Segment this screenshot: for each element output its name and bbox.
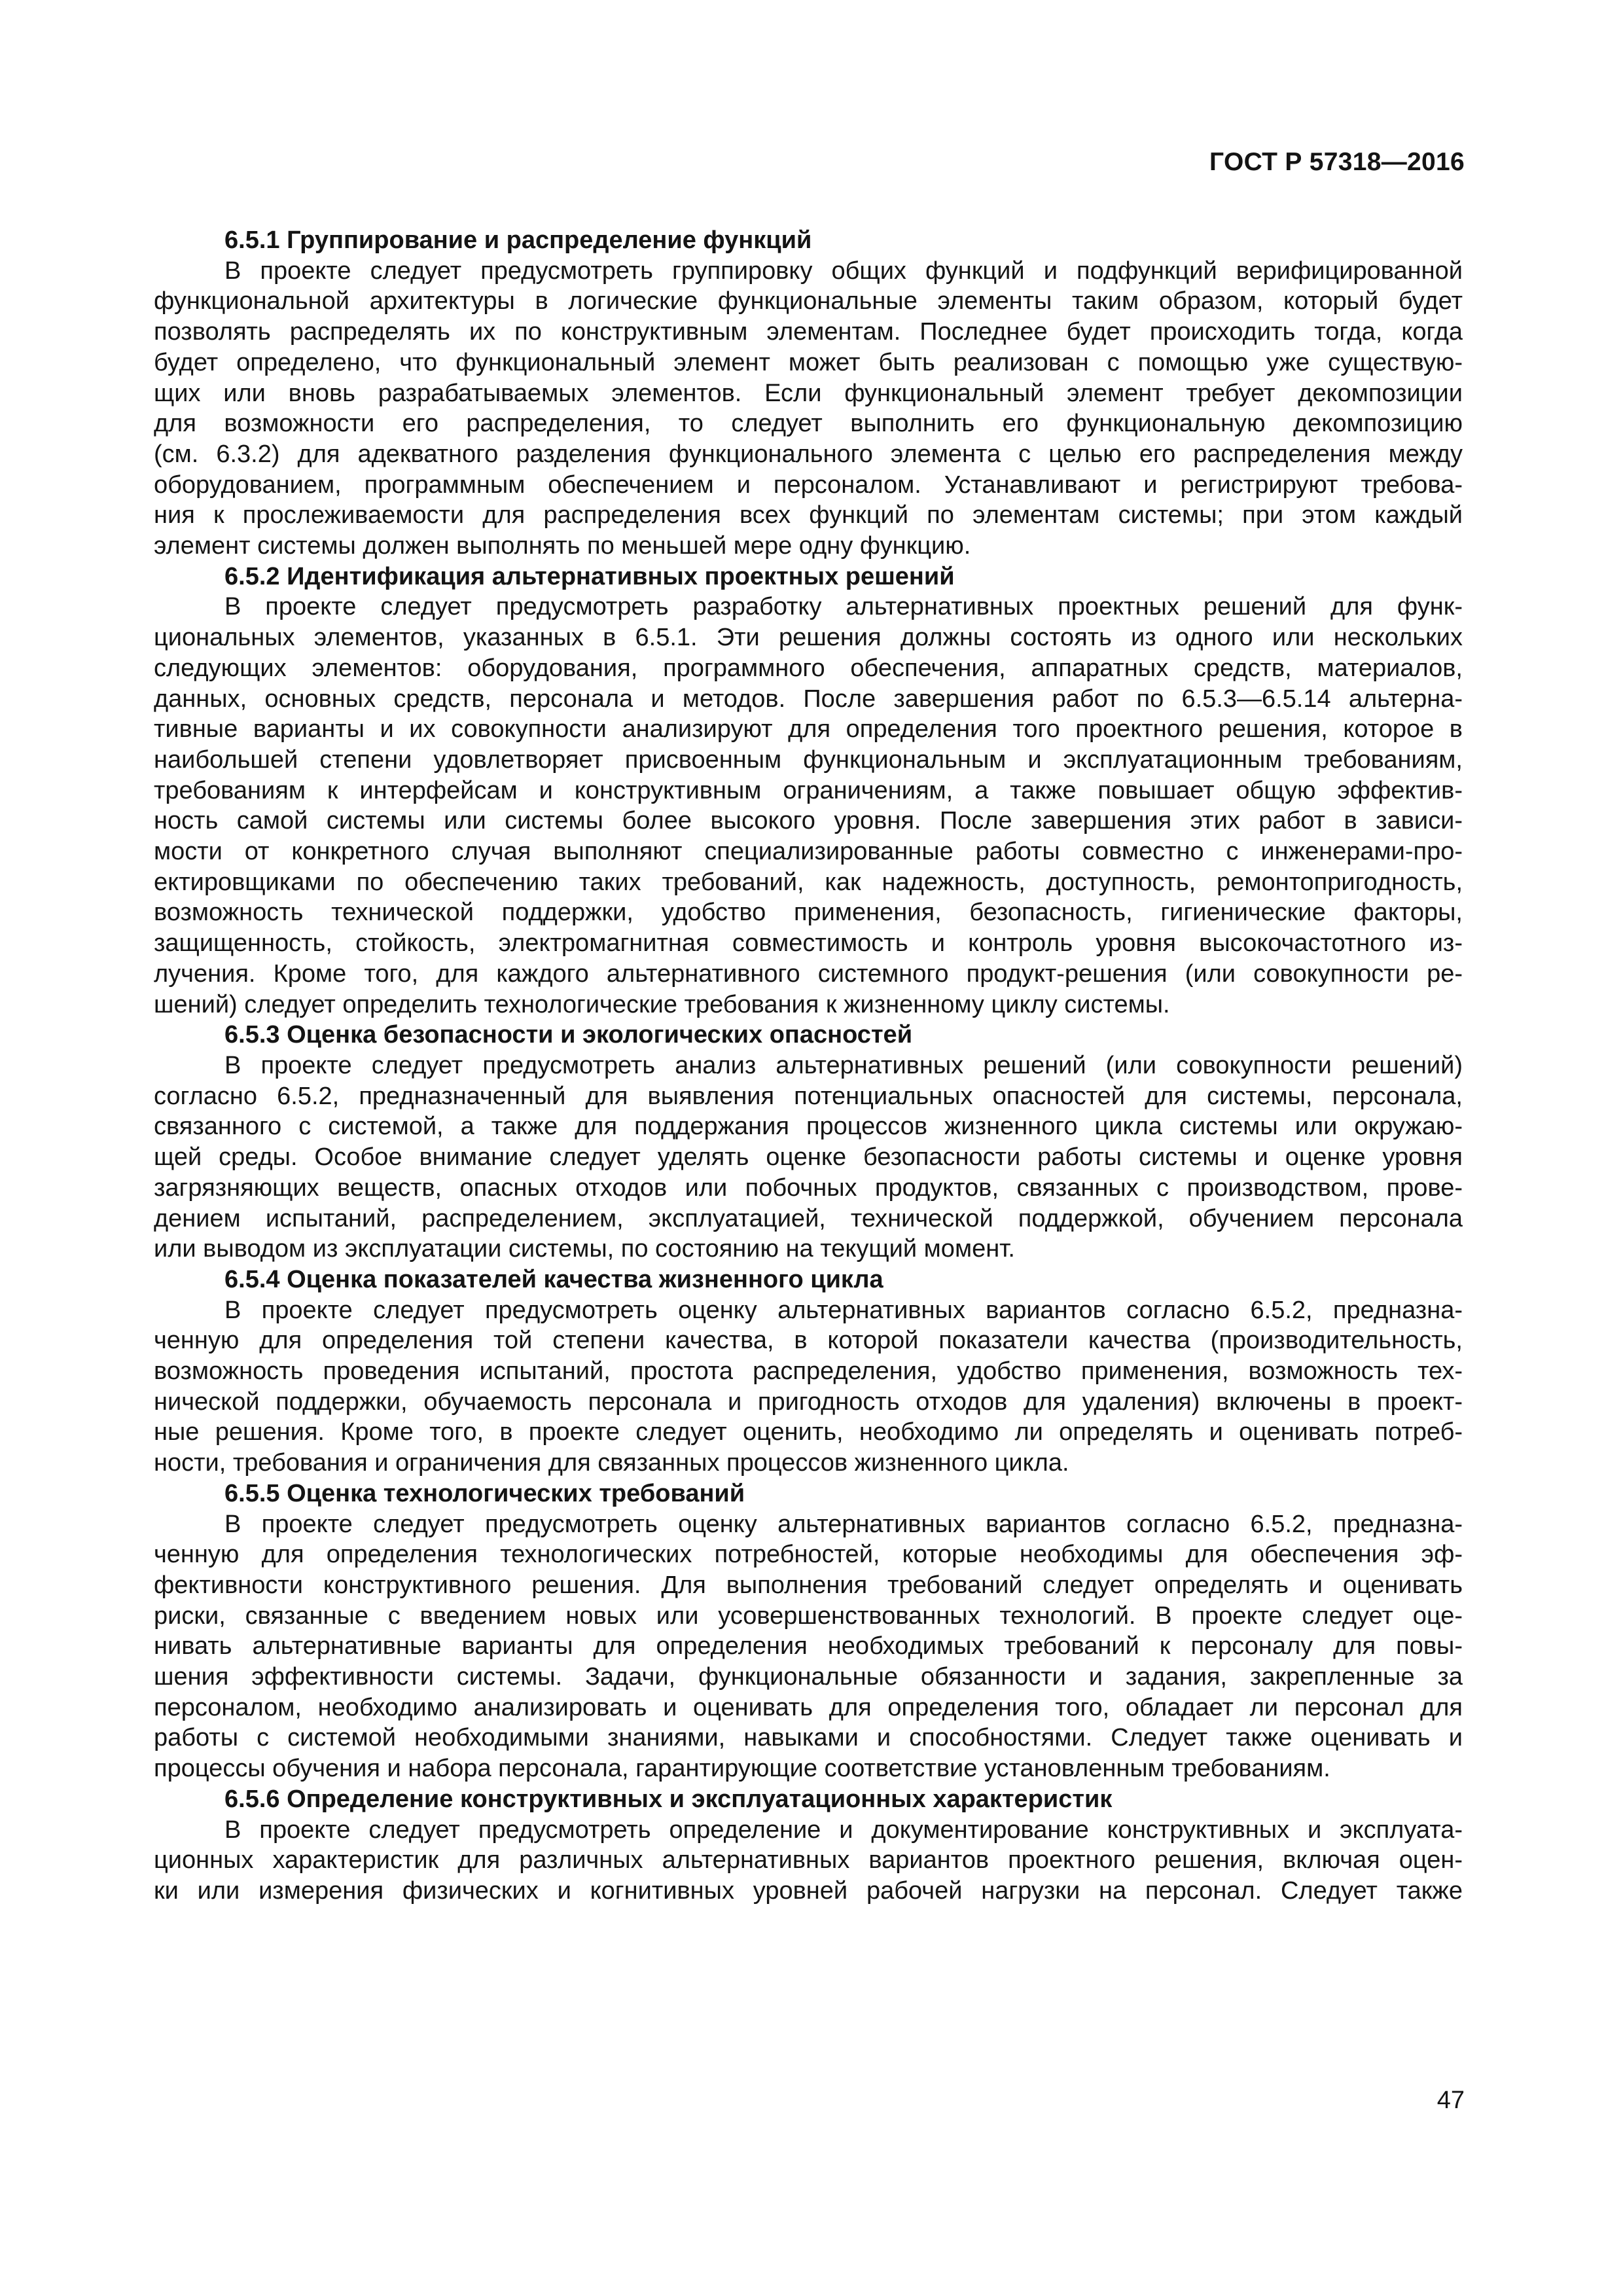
text-line: защищенность, стойкость, электромагнитная совместимость и контроль уровня высокочастотного из- — [154, 929, 1463, 958]
text-line: ектировщиками по обеспечению таких требований, как надежность, доступность, ремонтопригодность, — [154, 868, 1463, 896]
section-heading: 6.5.2 Идентификация альтернативных проектных решений — [224, 562, 955, 590]
text-line: дением испытаний, распределением, эксплуатацией, технической поддержкой, обучением персонала — [154, 1204, 1463, 1232]
section — [154, 1784, 1463, 1907]
section-heading: 6.5.5 Оценка технологических требований — [224, 1479, 745, 1507]
section — [154, 1479, 1463, 1784]
text-line: щей среды. Особое внимание следует уделять оценке безопасности работы системы и оценке уровня — [154, 1143, 1463, 1172]
text-line: шения эффективности системы. Задачи, функциональные обязанности и задания, закрепленные за — [154, 1663, 1463, 1691]
text-line: функциональной архитектуры в логические функциональные элементы таким образом, который будет — [154, 287, 1463, 315]
text-line: ченную для определения той степени качества, в которой показатели качества (производительность, — [154, 1327, 1463, 1355]
text-line: (см. 6.3.2) для адекватного разделения функционального элемента с целью его распределения между — [154, 440, 1463, 468]
text-line: загрязняющих веществ, опасных отходов или побочных продуктов, связанных с производством, прове- — [154, 1174, 1463, 1202]
text-line: щих или вновь разрабатываемых элементов. Если функциональный элемент требует декомпозиции — [154, 379, 1463, 407]
text-line: связанного с системой, а также для поддержания процессов жизненного цикла системы или окружаю- — [154, 1113, 1463, 1141]
section-paragraph — [154, 1509, 1463, 1784]
section-paragraph — [154, 1815, 1463, 1907]
text-line: риски, связанные с введением новых или усовершенствованных технологий. В проекте следует оце- — [154, 1602, 1463, 1630]
text-line: мости от конкретного случая выполняют специализированные работы совместно с инженерами-про- — [154, 838, 1463, 866]
text-line: циональных элементов, указанных в 6.5.1. Эти решения должны состоять из одного или нескольких — [154, 624, 1463, 652]
text-line: персоналом, необходимо анализировать и оценивать для определения того, обладает ли персонал для — [154, 1693, 1463, 1721]
text-line: шений) следует определить технологические требования к жизненному циклу системы. — [154, 990, 1170, 1018]
text-line: процессы обучения и набора персонала, гарантирующие соответствие установленным требованиям. — [154, 1755, 1330, 1783]
section-heading: 6.5.4 Оценка показателей качества жизненного цикла — [224, 1265, 883, 1293]
text-line: согласно 6.5.2, предназначенный для выявления потенциальных опасностей для системы, персонала, — [154, 1082, 1463, 1110]
text-line: нивать альтернативные варианты для определения необходимых требований к персоналу для повы- — [154, 1632, 1463, 1660]
section-paragraph — [154, 256, 1463, 562]
text-line: возможность проведения испытаний, простота распределения, удобство применения, возможность тех- — [154, 1357, 1463, 1386]
section — [154, 562, 1463, 1020]
text-line: ности, требования и ограничения для связанных процессов жизненного цикла. — [154, 1449, 1069, 1477]
text-line: ки или измерения физических и когнитивных уровней рабочей нагрузки на персонал. Следует также — [154, 1876, 1463, 1905]
text-line: В проекте следует предусмотреть анализ альтернативных решений (или совокупности решений) — [224, 1051, 1463, 1079]
text-line: будет определено, что функциональный элемент может быть реализован с помощью уже существую- — [154, 348, 1463, 376]
section — [154, 1265, 1463, 1479]
text-line: лучения. Кроме того, для каждого альтернативного системного продукт-решения (или совокупности ре- — [154, 960, 1463, 988]
text-line: позволять распределять их по конструктивным элементам. Последнее будет происходить тогда, когда — [154, 318, 1463, 346]
section-heading: 6.5.3 Оценка безопасности и экологических опасностей — [224, 1021, 913, 1049]
text-line: требованиям к интерфейсам и конструктивным ограничениям, а также повышает общую эффектив- — [154, 776, 1463, 804]
section — [154, 225, 1463, 562]
text-line: оборудованием, программным обеспечением и персоналом. Устанавливают и регистрируют требова- — [154, 471, 1463, 499]
text-line: или выводом из эксплуатации системы, по состоянию на текущий момент. — [154, 1235, 1015, 1263]
text-line: нической поддержки, обучаемость персонала и пригодность отходов для удаления) включены в проект- — [154, 1388, 1463, 1416]
text-line: В проекте следует предусмотреть оценку альтернативных вариантов согласно 6.5.2, предназна- — [224, 1296, 1463, 1324]
section-paragraph — [154, 1295, 1463, 1479]
text-line: данных, основных средств, персонала и методов. После завершения работ по 6.5.3—6.5.14 альтерна- — [154, 685, 1463, 713]
text-line: для возможности его распределения, то следует выполнить его функциональную декомпозицию — [154, 410, 1463, 438]
text-line: ченную для определения технологических потребностей, которые необходимы для обеспечения эф- — [154, 1541, 1463, 1569]
page-number: 47 — [1436, 2087, 1465, 2114]
section — [154, 1020, 1463, 1265]
text-line: тивные варианты и их совокупности анализируют для определения того проектного решения, которое в — [154, 715, 1463, 744]
text-line: ния к прослеживаемости для распределения всех функций по элементам системы; при этом каждый — [154, 501, 1463, 529]
section-heading: 6.5.1 Группирование и распределение функций — [224, 226, 812, 254]
text-line: В проекте следует предусмотреть определение и документирование конструктивных и эксплуата- — [224, 1816, 1463, 1844]
document-code: ГОСТ Р 57318—2016 — [1209, 148, 1465, 176]
text-line: наибольшей степени удовлетворяет присвоенным функциональным и эксплуатационным требованиям, — [154, 745, 1463, 774]
text-line: фективности конструктивного решения. Для выполнения требований следует определять и оценивать — [154, 1571, 1463, 1599]
text-line: следующих элементов: оборудования, программного обеспечения, аппаратных средств, материалов, — [154, 654, 1463, 682]
section-heading: 6.5.6 Определение конструктивных и эксплуатационных характеристик — [224, 1785, 1113, 1813]
text-line: В проекте следует предусмотреть группировку общих функций и подфункций верифицированной — [224, 257, 1463, 285]
text-line: ные решения. Кроме того, в проекте следует оценить, необходимо ли определять и оценивать потреб- — [154, 1418, 1463, 1446]
text-line: В проекте следует предусмотреть разработку альтернативных проектных решений для функ- — [224, 593, 1463, 621]
text-line: элемент системы должен выполнять по меньшей мере одну функцию. — [154, 532, 971, 560]
section-paragraph — [154, 1050, 1463, 1265]
document-body — [154, 225, 1463, 1907]
text-line: возможность технической поддержки, удобство применения, безопасность, гигиенические факторы, — [154, 899, 1463, 927]
text-line: работы с системой необходимыми знаниями, навыками и способностями. Следует также оценивать и — [154, 1724, 1463, 1752]
text-line: В проекте следует предусмотреть оценку альтернативных вариантов согласно 6.5.2, предназна- — [224, 1510, 1463, 1538]
text-line: ционных характеристик для различных альтернативных вариантов проектного решения, включая оцен- — [154, 1846, 1463, 1874]
text-line: ность самой системы или системы более высокого уровня. После завершения этих работ в зависи- — [154, 807, 1463, 835]
section-paragraph — [154, 592, 1463, 1020]
